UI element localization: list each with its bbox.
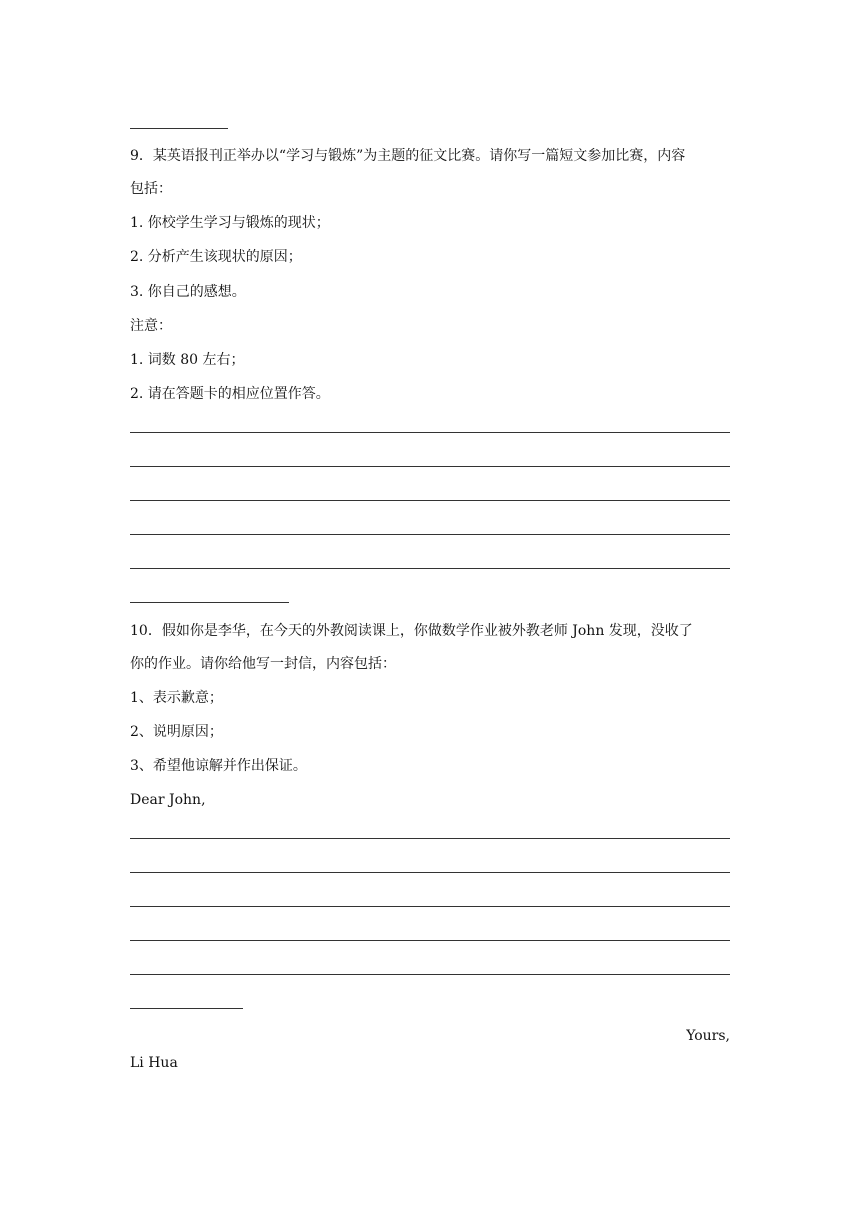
q9-prompt: 9．某英语报刊正举办以“学习与锻炼”为主题的征文比赛。请你写一篇短文参加比赛，内容 [130, 148, 686, 164]
q9-item-2: 2. 分析产生该现状的原因； [130, 249, 302, 265]
q10-item-3: 3、希望他谅解并作出保证。 [130, 758, 307, 774]
answer-line [130, 602, 289, 603]
letter-closing: Yours, [686, 1028, 730, 1044]
q10-item-2: 2、说明原因； [130, 724, 223, 740]
answer-line [130, 128, 228, 129]
q9-item-3: 3. 你自己的感想。 [130, 284, 246, 300]
answer-line [130, 940, 730, 941]
answer-line [130, 500, 730, 501]
q9-note-label: 注意： [130, 318, 172, 334]
q10-prompt: 10．假如你是李华，在今天的外教阅读课上，你做数学作业被外教老师 John 发现，没收了 [130, 623, 693, 639]
answer-line [130, 568, 730, 569]
q9-item-1: 1. 你校学生学习与锻炼的现状； [130, 215, 330, 231]
letter-signature: Li Hua [130, 1055, 178, 1071]
answer-line [130, 906, 730, 907]
answer-line [130, 534, 730, 535]
q9-prompt-cont: 包括： [130, 181, 172, 197]
q10-prompt-cont: 你的作业。请你给他写一封信，内容包括： [130, 656, 396, 672]
answer-line [130, 432, 730, 433]
answer-line [130, 872, 730, 873]
answer-line [130, 466, 730, 467]
q10-item-1: 1、表示歉意； [130, 690, 223, 706]
q9-note-1: 1. 词数 80 左右； [130, 352, 245, 368]
answer-line [130, 1008, 243, 1009]
answer-line [130, 838, 730, 839]
q9-note-2: 2. 请在答题卡的相应位置作答。 [130, 386, 330, 402]
letter-greeting: Dear John, [130, 792, 206, 808]
answer-line [130, 974, 730, 975]
